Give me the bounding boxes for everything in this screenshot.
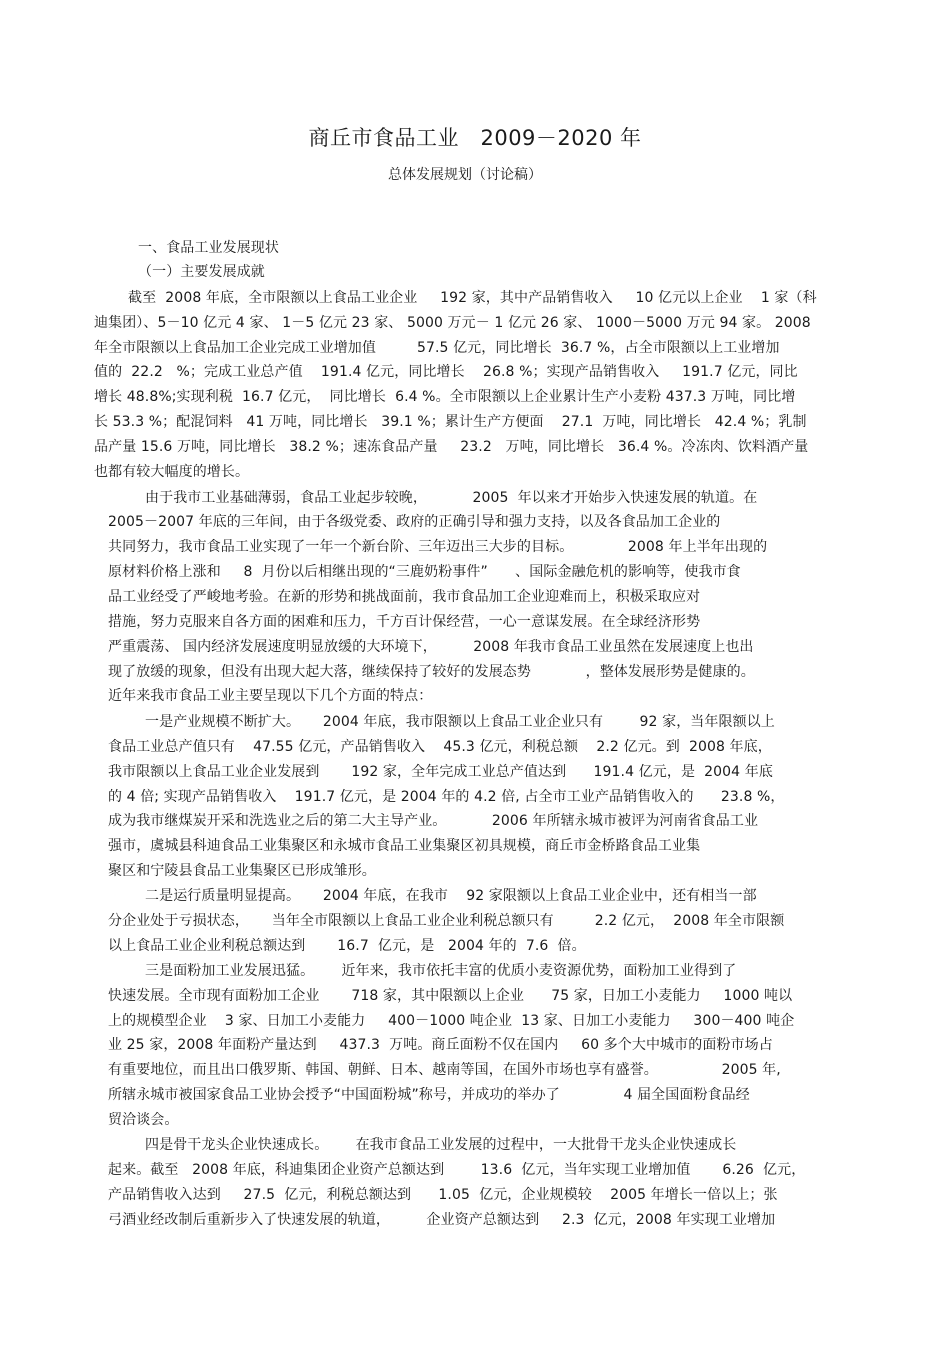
paragraph-line: 迪集团）、5－10 亿元 4 家、 1－5 亿元 23 家、 5000 万元－ 1 亿元 26 家、 1000－5000 万元 94 家。 2008: [94, 315, 811, 331]
document-title: 商丘市食品工业 2009－2020 年: [308, 126, 642, 150]
paragraph-line: 措施，努力克服来自各方面的困难和压力，千方百计保经营，一心一意谋发展。在全球经济形势: [108, 614, 701, 630]
paragraph-line: 强市，虞城县科迪食品工业集聚区和永城市食品工业集聚区初具规模，商丘市金桥路食品工业集: [108, 838, 701, 854]
paragraph-line: 2005－2007 年底的三年间，由于各级党委、政府的正确引导和强力支持，以及各食品加工企业的: [108, 514, 721, 530]
paragraph-line: 业 25 家，2008 年面粉产量达到 437.3 万吨。商丘面粉不仅在国内 60 多个大中城市的面粉市场占: [108, 1037, 773, 1053]
paragraph-line: 弓酒业经改制后重新步入了快速发展的轨道， 企业资产总额达到 2.3 亿元，2008 年实现工业增加: [108, 1212, 776, 1228]
document-subtitle: 总体发展规划（讨论稿）: [388, 167, 542, 183]
subsection-heading: （一）主要发展成就: [138, 264, 265, 280]
paragraph-line: 成为我市继煤炭开采和洗选业之后的第二大主导产业。 2006 年所辖永城市被评为河南省食品工业: [108, 813, 759, 829]
section-heading: 一、食品工业发展现状: [138, 240, 279, 256]
paragraph-line: 聚区和宁陵县食品工业集聚区已形成雏形。: [108, 863, 376, 879]
paragraph-line: 年全市限额以上食品加工企业完成工业增加值 57.5 亿元，同比增长 36.7 %，占全市限额以上工业增加: [94, 340, 780, 356]
paragraph-line: 我市限额以上食品工业企业发展到 192 家，全年完成工业总产值达到 191.4 亿元，是 2004 年底: [108, 764, 773, 780]
paragraph-line: 品产量 15.6 万吨，同比增长 38.2 %；速冻食品产量 23.2 万吨，同比增长 36.4 %。冷冻肉、饮料酒产量: [94, 439, 809, 455]
paragraph-line: 现了放缓的现象，但没有出现大起大落，继续保持了较好的发展态势 ，整体发展形势是健康的。: [108, 664, 755, 680]
paragraph-line: 分企业处于亏损状态， 当年全市限额以上食品工业企业利税总额只有 2.2 亿元， 2008 年全市限额: [108, 913, 785, 929]
paragraph-line: 所辖永城市被国家食品工业协会授予“中国面粉城”称号，并成功的举办了 4 届全国面粉食品经: [108, 1087, 750, 1103]
paragraph-line: 共同努力，我市食品工业实现了一年一个新台阶、三年迈出三大步的目标。 2008 年上半年出现的: [108, 539, 768, 555]
paragraph-line: 截至 2008 年底，全市限额以上食品工业企业 192 家，其中产品销售收入 10 亿元以上企业 1 家（科: [128, 290, 817, 306]
paragraph-line: 贸洽谈会。: [108, 1112, 179, 1128]
paragraph-line: 起来。截至 2008 年底，科迪集团企业资产总额达到 13.6 亿元，当年实现工业增加值 6.26 亿元，: [108, 1162, 806, 1178]
paragraph-line: 长 53.3 %；配混饲料 41 万吨，同比增长 39.1 %；累计生产方便面 27.1 万吨，同比增长 42.4 %；乳制: [94, 414, 807, 430]
paragraph-line: 二是运行质量明显提高。 2004 年底，在我市 92 家限额以上食品工业企业中，还有相当一部: [145, 888, 757, 904]
paragraph-line: 有重要地位，而且出口俄罗斯、韩国、朝鲜、日本、越南等国，在国外市场也享有盛誉。 2005 年,: [108, 1062, 781, 1078]
paragraph-line: 上的规模型企业 3 家、日加工小麦能力 400－1000 吨企业 13 家、日加工小麦能力 300－400 吨企: [108, 1013, 795, 1029]
paragraph-line: 快速发展。全市现有面粉加工企业 718 家，其中限额以上企业 75 家，日加工小麦能力 1000 吨以: [108, 988, 793, 1004]
paragraph-line: 以上食品工业企业利税总额达到 16.7 亿元，是 2004 年的 7.6 倍。: [108, 938, 586, 954]
paragraph-line: 产品销售收入达到 27.5 亿元，利税总额达到 1.05 亿元，企业规模较 2005 年增长一倍以上；张: [108, 1187, 778, 1203]
paragraph-line: 品工业经受了严峻地考验。在新的形势和挑战面前，我市食品加工企业迎难而上，积极采取应对: [108, 589, 701, 605]
paragraph-line: 的 4 倍; 实现产品销售收入 191.7 亿元，是 2004 年的 4.2 倍, 占全市工业产品销售收入的 23.8 %，: [108, 789, 785, 805]
paragraph-line: 原材料价格上涨和 8 月份以后相继出现的“三鹿奶粉事件” 、国际金融危机的影响等，使我市食: [108, 564, 741, 580]
paragraph-line: 食品工业总产值只有 47.55 亿元，产品销售收入 45.3 亿元，利税总额 2.2 亿元。到 2008 年底，: [108, 739, 772, 755]
paragraph-line: 也都有较大幅度的增长。: [94, 464, 250, 480]
paragraph-line: 三是面粉加工业发展迅猛。 近年来，我市依托丰富的优质小麦资源优势，面粉加工业得到了: [145, 963, 737, 979]
paragraph-line: 增长 48.8%;实现利税 16.7 亿元， 同比增长 6.4 %。全市限额以上企业累计生产小麦粉 437.3 万吨，同比增: [94, 389, 796, 405]
paragraph-line: 一是产业规模不断扩大。 2004 年底，我市限额以上食品工业企业只有 92 家，当年限额以上: [145, 714, 775, 730]
paragraph-line: 四是骨干龙头企业快速成长。 在我市食品工业发展的过程中，一大批骨干龙头企业快速成长: [145, 1137, 737, 1153]
paragraph-line: 严重震荡、 国内经济发展速度明显放缓的大环境下， 2008 年我市食品工业虽然在发展速度上也出: [108, 639, 754, 655]
paragraph-line: 由于我市工业基础薄弱，食品工业起步较晚， 2005 年以来才开始步入快速发展的轨道。在: [145, 490, 758, 506]
paragraph-line: 值的 22.2 %；完成工业总产值 191.4 亿元，同比增长 26.8 %；实现产品销售收入 191.7 亿元，同比: [94, 364, 798, 380]
paragraph-line: 近年来我市食品工业主要呈现以下几个方面的特点：: [108, 688, 433, 704]
